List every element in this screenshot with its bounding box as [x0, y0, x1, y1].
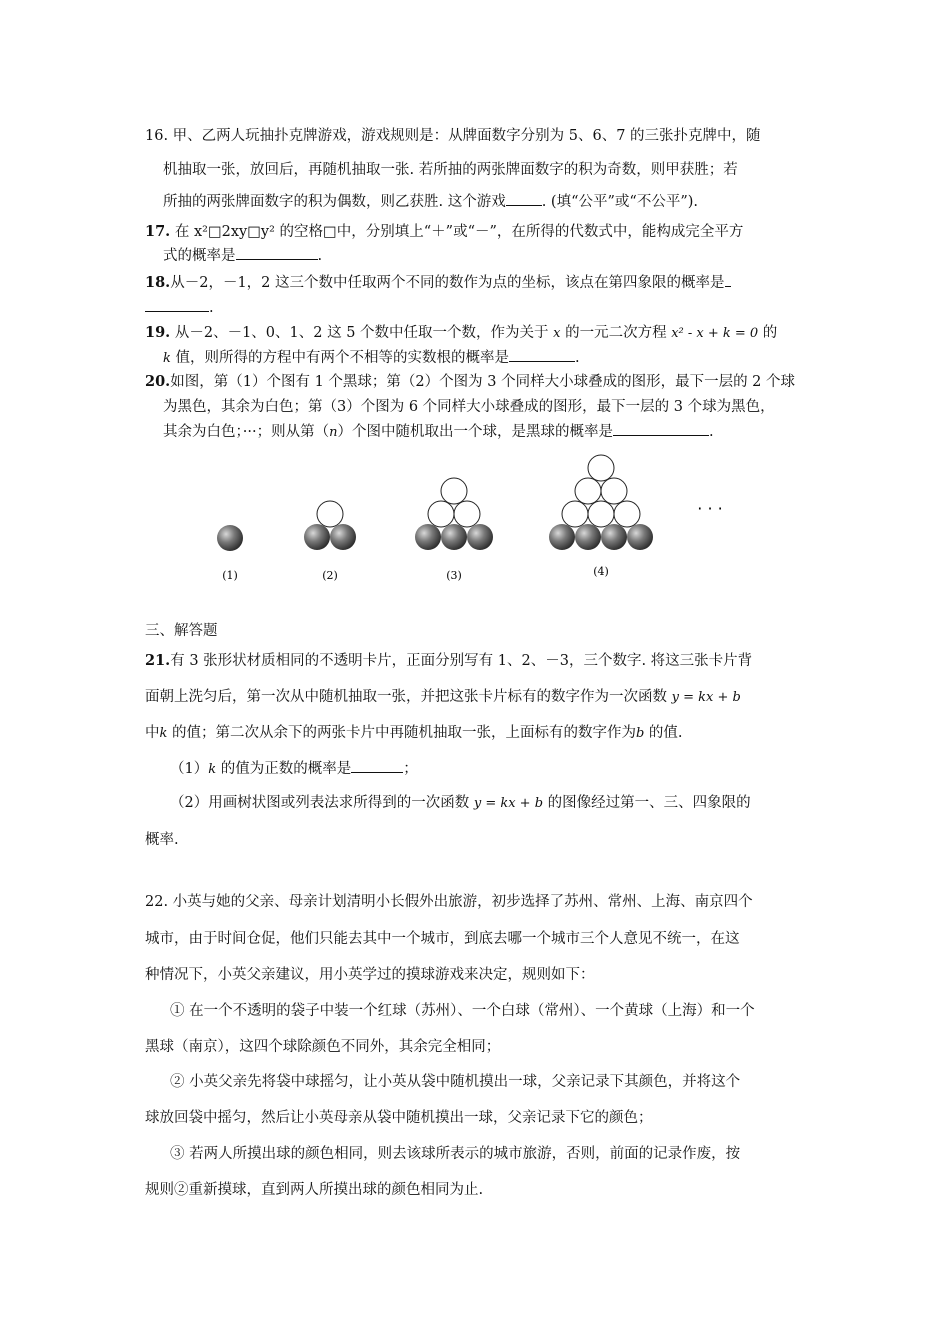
q19-text-2: 的一元二次方程	[560, 325, 672, 341]
q17-line-2	[163, 245, 322, 266]
q19-line-2	[163, 347, 580, 369]
black-ball	[304, 524, 330, 550]
black-ball	[627, 524, 653, 550]
q21-number: 21.	[145, 652, 171, 669]
q22-rule-3-line-2: 规则②重新摸球，直到两人所摸出球的颜色相同为止.	[145, 1182, 484, 1198]
q21-line-3	[145, 723, 683, 744]
q21-text-2: 面朝上洗匀后，第一次从中随机抽取一张，并把这张卡片标有的数字作为一次函数	[145, 689, 672, 705]
q21-part-1-end: ；	[403, 761, 418, 777]
white-ball	[317, 501, 343, 527]
figure-4	[549, 455, 653, 550]
caption-3: (3)	[446, 569, 462, 582]
white-ball	[562, 501, 588, 527]
q20-line-2: 为黑色，其余为白色；第（3）个图为 6 个同样大小球叠成的图形，最下一层的 3 个球为黑色，	[163, 399, 775, 415]
q18-line-2	[145, 297, 214, 318]
q20-text: 如图，第（1）个图有 1 个黑球；第（2）个图为 3 个同样大小球叠成的图形，最下一层的 2 个球	[170, 374, 796, 390]
q20-text-end: .	[708, 424, 714, 440]
white-ball	[454, 501, 480, 527]
q21-part-1	[170, 758, 418, 780]
caption-1: (1)	[222, 569, 238, 582]
black-ball	[217, 525, 243, 551]
q18-text: 从－2，－1，2 这三个数中任取两个不同的数作为点的坐标，该点在第四象限的概率是	[170, 275, 725, 291]
caption-4: (4)	[593, 565, 609, 578]
q19-answer-blank[interactable]	[509, 347, 575, 362]
q21-text-5: 的值.	[644, 725, 683, 741]
q17-text-2: 式的概率是	[163, 248, 236, 264]
q22-line-1: 22. 小英与她的父亲、母亲计划清明小长假外出旅游，初步选择了苏州、常州、上海、南京四个	[145, 894, 753, 910]
q16-text-end: . (填“公平”或“不公平”).	[541, 194, 699, 210]
black-ball	[330, 524, 356, 550]
q21-part-1-var-k: k	[208, 762, 217, 777]
q21-part-1-label: （1）	[170, 761, 209, 777]
figure-3	[415, 478, 493, 550]
q21-part-2	[170, 793, 751, 814]
q21-answer-blank[interactable]	[351, 758, 403, 773]
q22-line-3: 种情况下，小英父亲建议，用小英学过的摸球游戏来决定，规则如下：	[145, 967, 595, 983]
q17-text-end: .	[317, 248, 323, 264]
q21-text: 有 3 张形状材质相同的不透明卡片，正面分别写有 1、2、－3，三个数字. 将这三张卡片背	[170, 653, 753, 669]
black-ball	[601, 524, 627, 550]
q19-text-3: 的	[758, 325, 778, 341]
q19-line-1	[145, 323, 777, 344]
q22-rule-1-line-1: ① 在一个不透明的袋子中装一个红球（苏州）、一个白球（常州）、一个黄球（上海）和一个	[170, 1003, 755, 1019]
q16-line-3	[163, 191, 698, 212]
q18-text-end: .	[209, 300, 214, 316]
section-title: 三、解答题	[145, 623, 218, 639]
white-ball	[575, 478, 601, 504]
white-ball	[441, 478, 467, 504]
q18-answer-blank[interactable]	[145, 297, 209, 312]
q16-answer-blank[interactable]	[506, 191, 542, 206]
q21-var-b: b	[636, 726, 645, 741]
q19-equation: x² - x + k = 0	[671, 326, 759, 341]
q20-var-n: n	[329, 425, 338, 440]
black-ball	[441, 524, 467, 550]
ball-pyramid-figure	[190, 450, 750, 590]
q22-rule-2-line-1: ② 小英父亲先将袋中球摇匀，让小英从袋中随机摸出一球，父亲记录下其颜色，并将这个	[170, 1074, 741, 1090]
q18-number: 18.	[145, 274, 171, 291]
black-ball	[575, 524, 601, 550]
q17-text: 在 x²□2xy□y² 的空格□中，分别填上“＋”或“－”，在所得的代数式中，能构成完全平方	[170, 224, 744, 240]
q17-line-1	[145, 222, 743, 242]
q17-answer-blank[interactable]	[236, 245, 318, 260]
black-ball	[415, 524, 441, 550]
q20-line-1	[145, 372, 795, 392]
q21-function: y = kx + b	[671, 690, 741, 705]
q21-line-1	[145, 651, 752, 671]
q18-line-1	[145, 272, 731, 293]
q21-part-2-text-2: 的图像经过第一、三、四象限的	[543, 795, 751, 811]
q16-text: 所抽的两张牌面数字的积为偶数，则乙获胜. 这个游戏	[163, 194, 506, 210]
q20-text-3: 其余为白色；···；则从第（	[163, 424, 330, 440]
q22-rule-2-line-2: 球放回袋中摇匀，然后让小英母亲从袋中随机摸出一球，父亲记录下它的颜色；	[145, 1110, 653, 1126]
ellipsis-dots: · · ·	[697, 499, 723, 518]
q20-text-4: ）个图中随机取出一个球，是黑球的概率是	[337, 424, 613, 440]
q21-text-4: 的值；第二次从余下的两张卡片中再随机抽取一张，上面标有的数字作为	[167, 725, 636, 741]
q19-text-4: 值，则所得的方程中有两个不相等的实数根的概率是	[170, 350, 509, 366]
q20-line-3	[163, 421, 714, 443]
q21-part-2-function: y = kx + b	[473, 796, 544, 811]
q21-text-3: 中	[145, 725, 160, 741]
q22-rule-3-line-1: ③ 若两人所摸出球的颜色相同，则去该球所表示的城市旅游，否则，前面的记录作废，按	[170, 1146, 741, 1162]
figure-2	[304, 501, 356, 550]
q21-var-k: k	[159, 726, 168, 741]
q17-number: 17.	[145, 223, 171, 240]
q19-number: 19.	[145, 324, 171, 341]
q21-part-1-text: 的值为正数的概率是	[216, 761, 352, 777]
white-ball	[428, 501, 454, 527]
q22-rule-1-line-2: 黑球（南京），这四个球除颜色不同外，其余完全相同；	[145, 1039, 501, 1055]
q19-text: 从－2、－1、0、1、2 这 5 个数中任取一个数，作为关于	[170, 325, 554, 341]
white-ball	[614, 501, 640, 527]
q16-line-2: 机抽取一张，放回后，再随机抽取一张. 若所抽的两张牌面数字的积为奇数，则甲获胜；若	[163, 162, 738, 178]
white-ball	[601, 478, 627, 504]
white-ball	[588, 501, 614, 527]
q20-number: 20.	[145, 373, 171, 390]
black-ball	[549, 524, 575, 550]
q22-line-2: 城市，由于时间仓促，他们只能去其中一个城市，到底去哪一个城市三个人意见不统一，在这	[145, 931, 740, 947]
q21-line-2	[145, 687, 741, 708]
figure-1	[217, 525, 243, 551]
white-ball	[588, 455, 614, 481]
q19-var-x: x	[553, 326, 561, 341]
q18-blank-start	[725, 272, 731, 287]
black-ball	[467, 524, 493, 550]
q16-line-1: 16. 甲、乙两人玩抽扑克牌游戏，游戏规则是：从牌面数字分别为 5、6、7 的三张扑克牌中，随	[145, 128, 761, 144]
q21-part-2-text: （2）用画树状图或列表法求所得到的一次函数	[170, 795, 474, 811]
q21-part-2-line-2: 概率.	[145, 832, 179, 848]
q20-answer-blank[interactable]	[613, 421, 709, 436]
q19-text-end: .	[575, 350, 580, 366]
caption-2: (2)	[322, 569, 338, 582]
q19-var-k: k	[163, 351, 171, 366]
